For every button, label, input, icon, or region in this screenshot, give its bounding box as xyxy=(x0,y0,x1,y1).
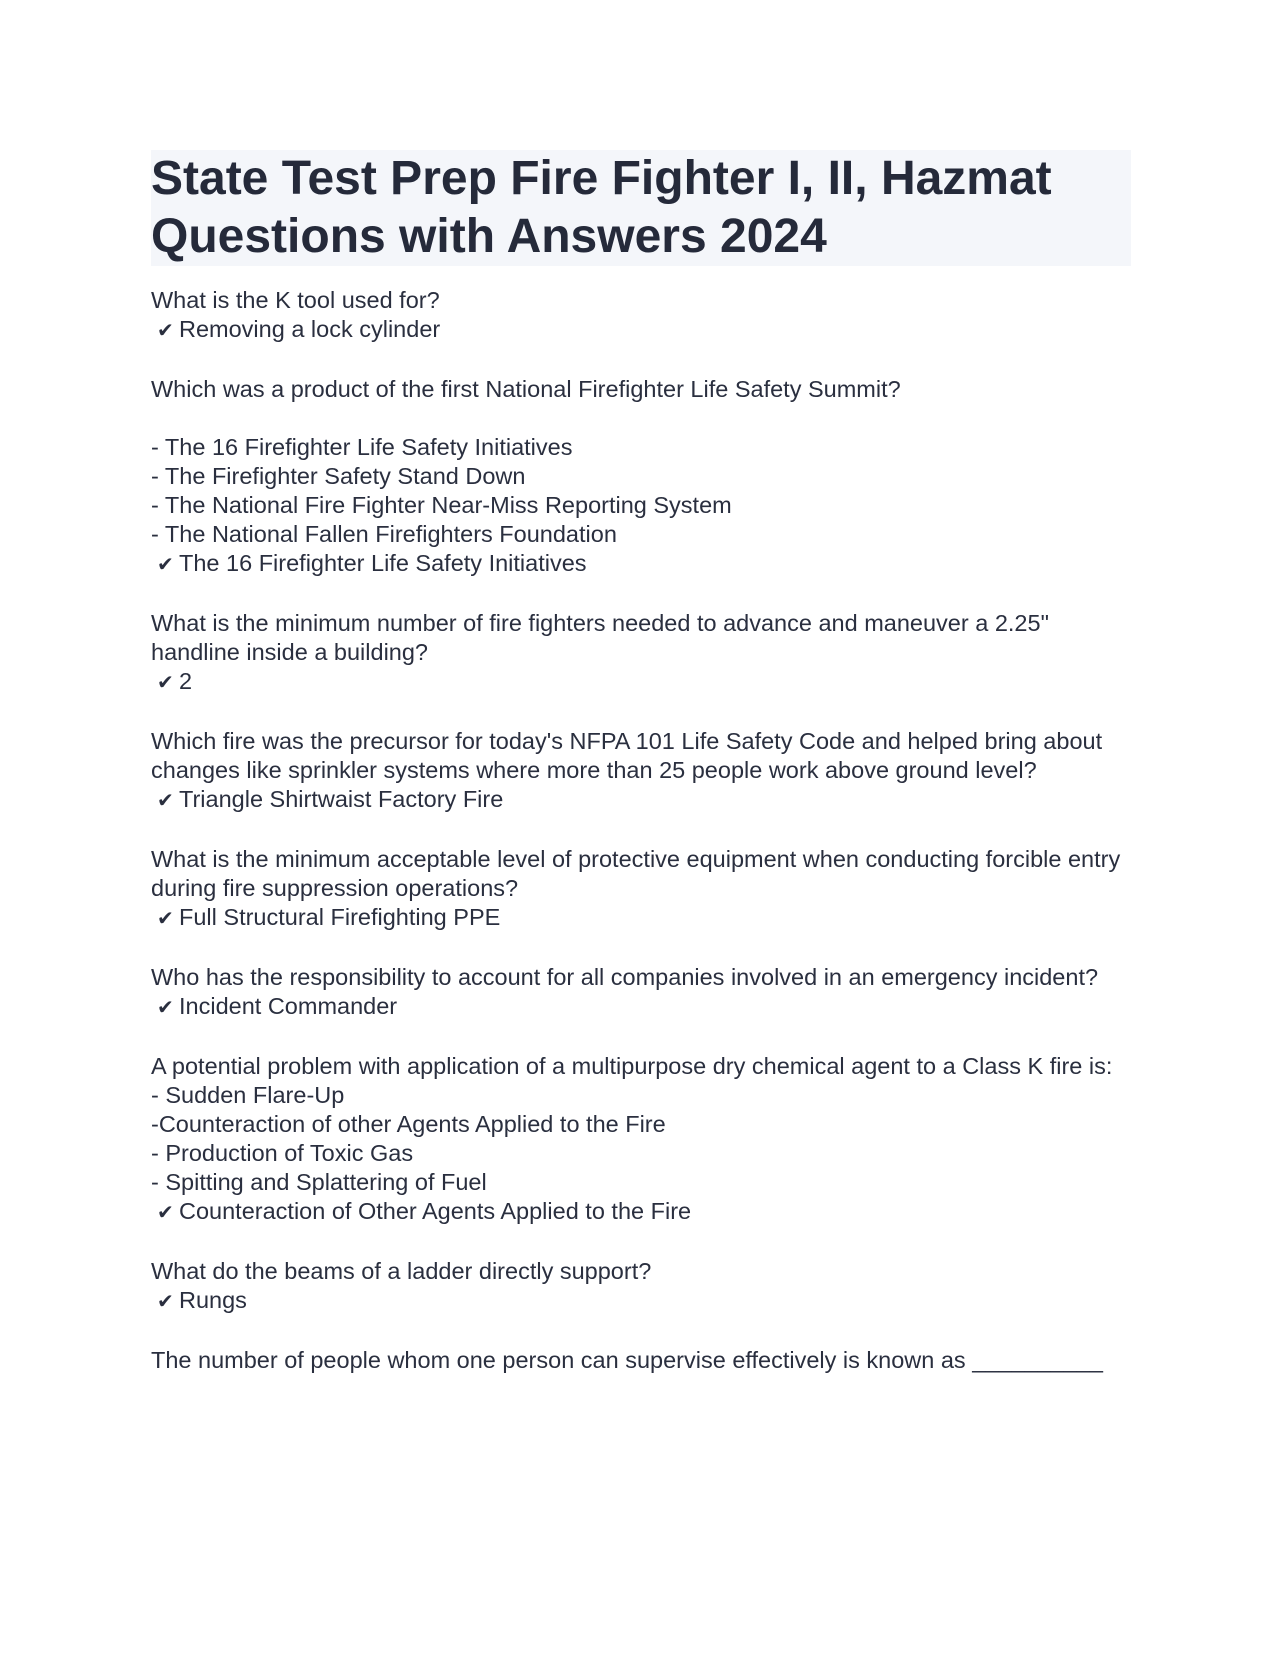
answer-text: Counteraction of Other Agents Applied to the Fire xyxy=(179,1198,692,1224)
answer-line xyxy=(151,903,1136,934)
answer-line xyxy=(151,315,1136,346)
answer-text: The 16 Firefighter Life Safety Initiatives xyxy=(179,550,587,576)
answer-text: Incident Commander xyxy=(179,993,398,1019)
answer-line xyxy=(151,667,1136,698)
question-text: A potential problem with application of a multipurpose dry chemical agent to a Class K fire is: xyxy=(151,1053,1113,1079)
check-icon: ✔ xyxy=(157,554,174,576)
qa-item xyxy=(151,845,1136,934)
qa-item xyxy=(151,963,1136,1023)
option-text: - The Firefighter Safety Stand Down xyxy=(151,463,526,489)
answer-text: Triangle Shirtwaist Factory Fire xyxy=(179,786,504,812)
answer-line xyxy=(151,1197,1136,1228)
answer-line xyxy=(151,549,1136,580)
check-icon: ✔ xyxy=(157,908,174,930)
title-block xyxy=(151,150,1131,266)
check-icon: ✔ xyxy=(157,672,174,694)
qa-item xyxy=(151,727,1136,816)
check-icon: ✔ xyxy=(157,320,174,342)
answer-text: Full Structural Firefighting PPE xyxy=(179,904,501,930)
answer-line xyxy=(151,785,1136,816)
question-text: What is the minimum acceptable level of protective equipment when conducting forcible entry during fire suppression operations? xyxy=(151,846,1127,901)
answer-text: Removing a lock cylinder xyxy=(179,316,441,342)
qa-item xyxy=(151,609,1136,698)
answer-line xyxy=(151,992,1136,1023)
check-icon: ✔ xyxy=(157,1202,174,1224)
answer-text: Rungs xyxy=(179,1287,247,1313)
question-text: Which fire was the precursor for today's NFPA 101 Life Safety Code and helped bring about changes like sprinkler systems where more than 25 people work above ground level? xyxy=(151,728,1109,783)
option-text: -Counteraction of other Agents Applied to the Fire xyxy=(151,1111,666,1137)
option-text: - Production of Toxic Gas xyxy=(151,1140,414,1166)
question-text: What is the K tool used for? xyxy=(151,287,440,313)
qa-item xyxy=(151,1052,1136,1228)
qa-item xyxy=(151,1257,1136,1317)
document-title xyxy=(151,150,1131,266)
qa-item xyxy=(151,1346,1136,1375)
question-text: Who has the responsibility to account for all companies involved in an emergency incident? xyxy=(151,964,1099,990)
option-text: - The 16 Firefighter Life Safety Initiatives xyxy=(151,434,573,460)
qa-item xyxy=(151,286,1136,346)
question-text: Which was a product of the first National Firefighter Life Safety Summit? xyxy=(151,376,901,402)
option-text: - Sudden Flare-Up xyxy=(151,1082,345,1108)
blank-line xyxy=(151,404,1136,433)
question-text: What is the minimum number of fire fighters needed to advance and maneuver a 2.25" handline inside a building? xyxy=(151,610,1056,665)
answer-line xyxy=(151,1286,1136,1317)
question-text: The number of people whom one person can supervise effectively is known as __________ xyxy=(151,1347,1103,1373)
answer-text: 2 xyxy=(179,668,193,694)
title-line-1: State Test Prep Fire Fighter I, II, Hazmat xyxy=(151,152,1052,205)
option-text: - Spitting and Splattering of Fuel xyxy=(151,1169,487,1195)
title-line-2: Questions with Answers 2024 xyxy=(151,210,827,263)
option-text: - The National Fire Fighter Near-Miss Reporting System xyxy=(151,492,732,518)
question-text: What do the beams of a ladder directly support? xyxy=(151,1258,652,1284)
document-page xyxy=(151,150,1136,1404)
check-icon: ✔ xyxy=(157,997,174,1019)
option-text: - The National Fallen Firefighters Foundation xyxy=(151,521,617,547)
check-icon: ✔ xyxy=(157,1291,174,1313)
qa-item xyxy=(151,375,1136,580)
check-icon: ✔ xyxy=(157,790,174,812)
